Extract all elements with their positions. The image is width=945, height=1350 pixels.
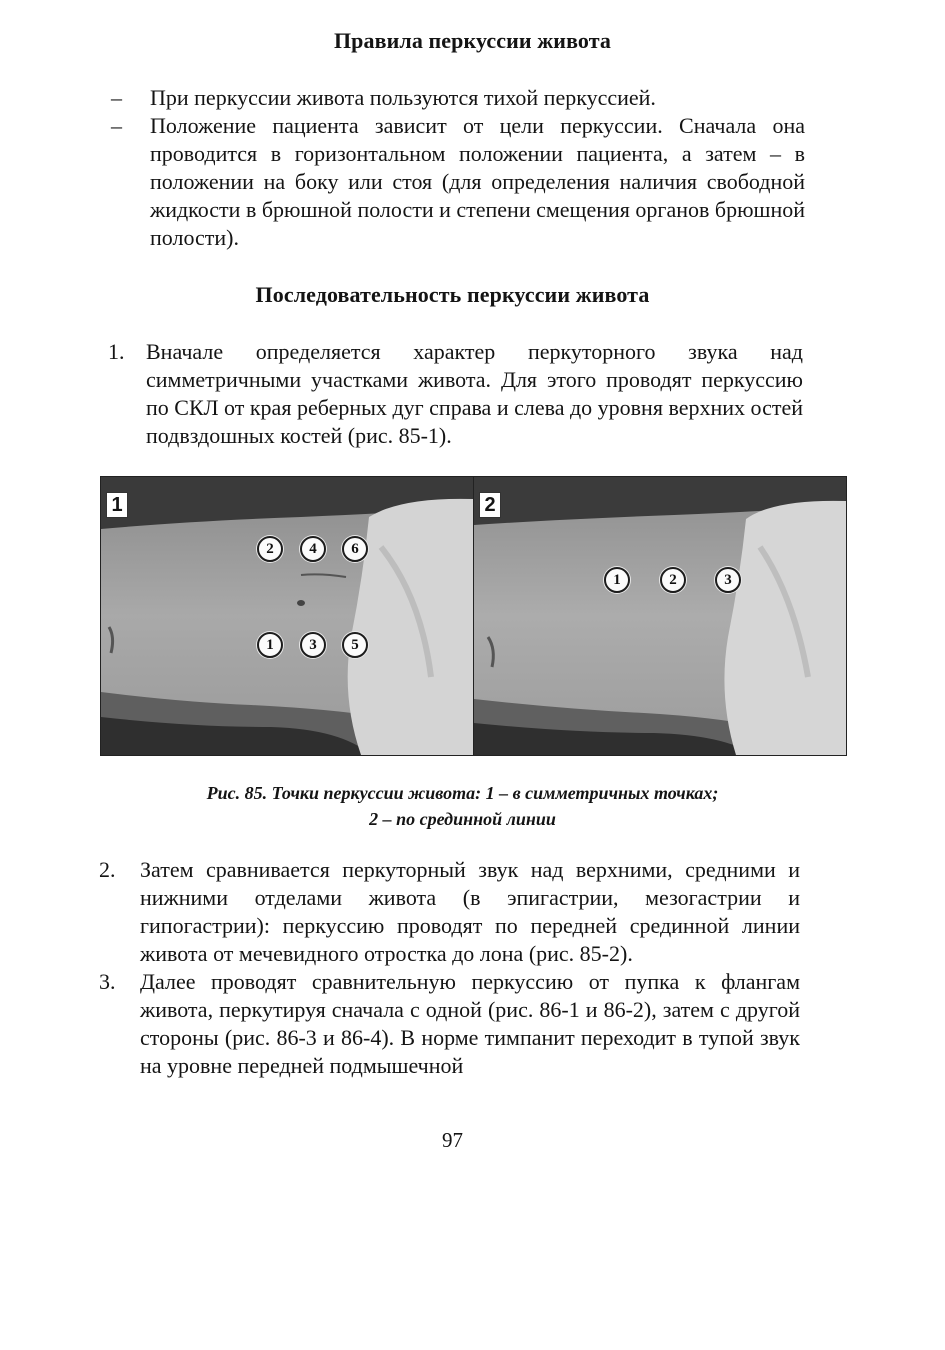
point-marker: 3	[300, 632, 326, 658]
rule-text: Положение пациента зависит от цели перкуссии. Сначала она проводится в горизонтальном положении пациента, а затем – в положении на боку или стоя (для определения наличия свободной жидкости в брюшной полости и степени смещения органов брюшной полости).	[150, 113, 805, 250]
rule-text: При перкуссии живота пользуются тихой перкуссией.	[150, 85, 656, 110]
section-heading-sequence: Последовательность перкуссии живота	[255, 282, 650, 307]
step-text: Вначале определяется характер перкуторного звука над симметричными участками живота. Для этого проводят перкуссию по СКЛ от края реберных дуг справа и слева до уровня верхних остей подвздошных костей (рис. 85-1).	[146, 339, 803, 448]
step-text: Затем сравнивается перкуторный звук над верхними, средними и нижними отделами живота (в эпигастрии, мезогастрии и гипогастрии): перкуссию проводят по передней срединной линии живота от мечевидного отростка до лона (рис. 85-2).	[140, 857, 800, 966]
step-number: 3.	[99, 969, 116, 994]
point-marker: 1	[604, 567, 630, 593]
step-text: Далее проводят сравнительную перкуссию от пупка к флангам живота, перкутируя сначала с одной (рис. 86-1 и 86-2), затем с другой стороны (рис. 86-3 и 86-4). В норме тимпанит переходит в тупой звук на уровне передней подмышечной	[140, 969, 800, 1078]
point-marker: 3	[715, 567, 741, 593]
page-number: 97	[442, 1128, 463, 1152]
point-marker: 2	[257, 536, 283, 562]
panel-number: 2	[479, 492, 501, 518]
step-number: 2.	[99, 857, 116, 882]
figure-caption	[0, 780, 945, 832]
abdomen-photo-2	[474, 477, 846, 755]
abdomen-photo-1	[101, 477, 473, 755]
caption-line-1: Рис. 85. Точки перкуссии живота: 1 – в симметричных точках;	[206, 783, 719, 803]
point-marker: 6	[342, 536, 368, 562]
section-heading-rules: Правила перкуссии живота	[333, 28, 612, 53]
point-marker: 1	[257, 632, 283, 658]
figure-panel-midline	[473, 476, 847, 756]
figure-panel-symmetric	[100, 476, 474, 756]
bullet-marker: –	[111, 85, 122, 110]
step-number: 1.	[108, 339, 125, 364]
panel-number: 1	[106, 492, 128, 518]
bullet-marker: –	[111, 113, 122, 138]
point-marker: 2	[660, 567, 686, 593]
caption-line-2: 2 – по срединной линии	[369, 809, 556, 829]
point-marker: 4	[300, 536, 326, 562]
point-marker: 5	[342, 632, 368, 658]
